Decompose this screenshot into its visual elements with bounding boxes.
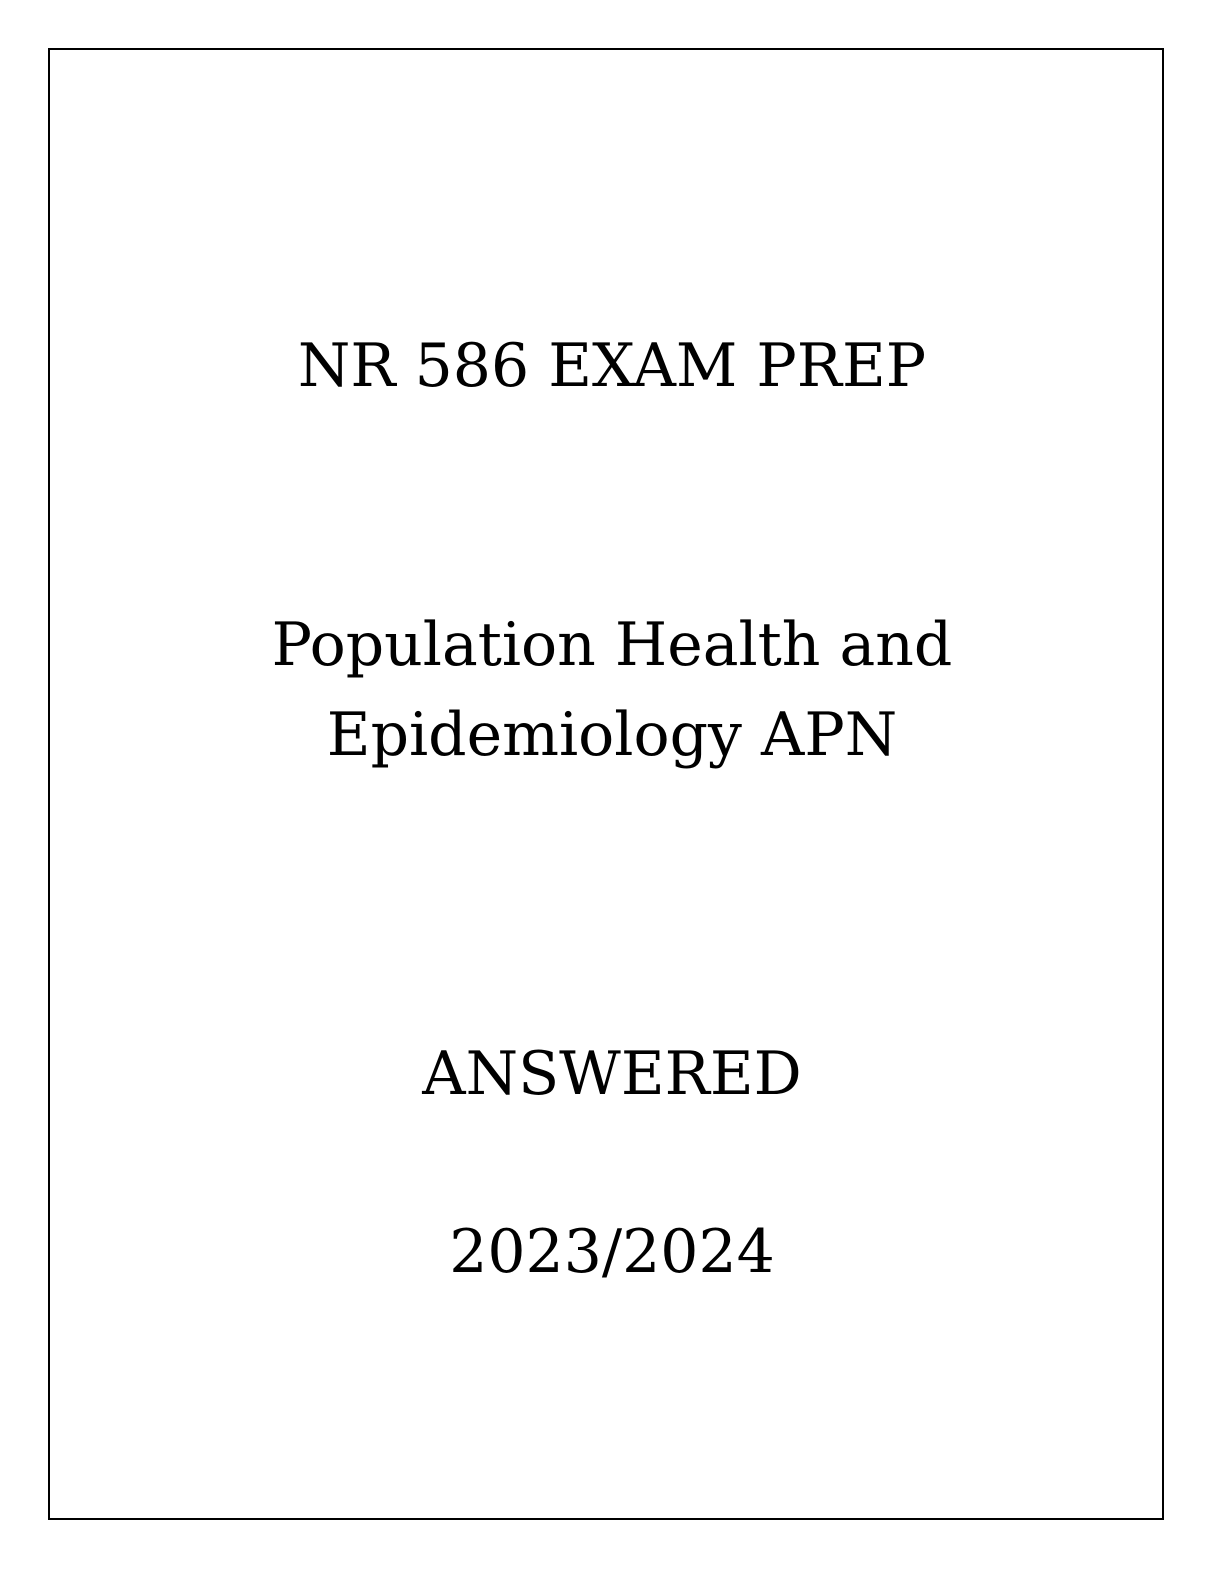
page-border — [48, 48, 1164, 1520]
document-subtitle — [0, 600, 1224, 780]
answered-label: ANSWERED — [422, 1039, 802, 1109]
academic-year: 2023/2024 — [449, 1217, 775, 1287]
subtitle-line-2: Epidemiology APN — [326, 700, 898, 770]
subtitle-line-1: Population Health and — [271, 610, 953, 680]
document-title: NR 586 EXAM PREP — [297, 331, 927, 401]
